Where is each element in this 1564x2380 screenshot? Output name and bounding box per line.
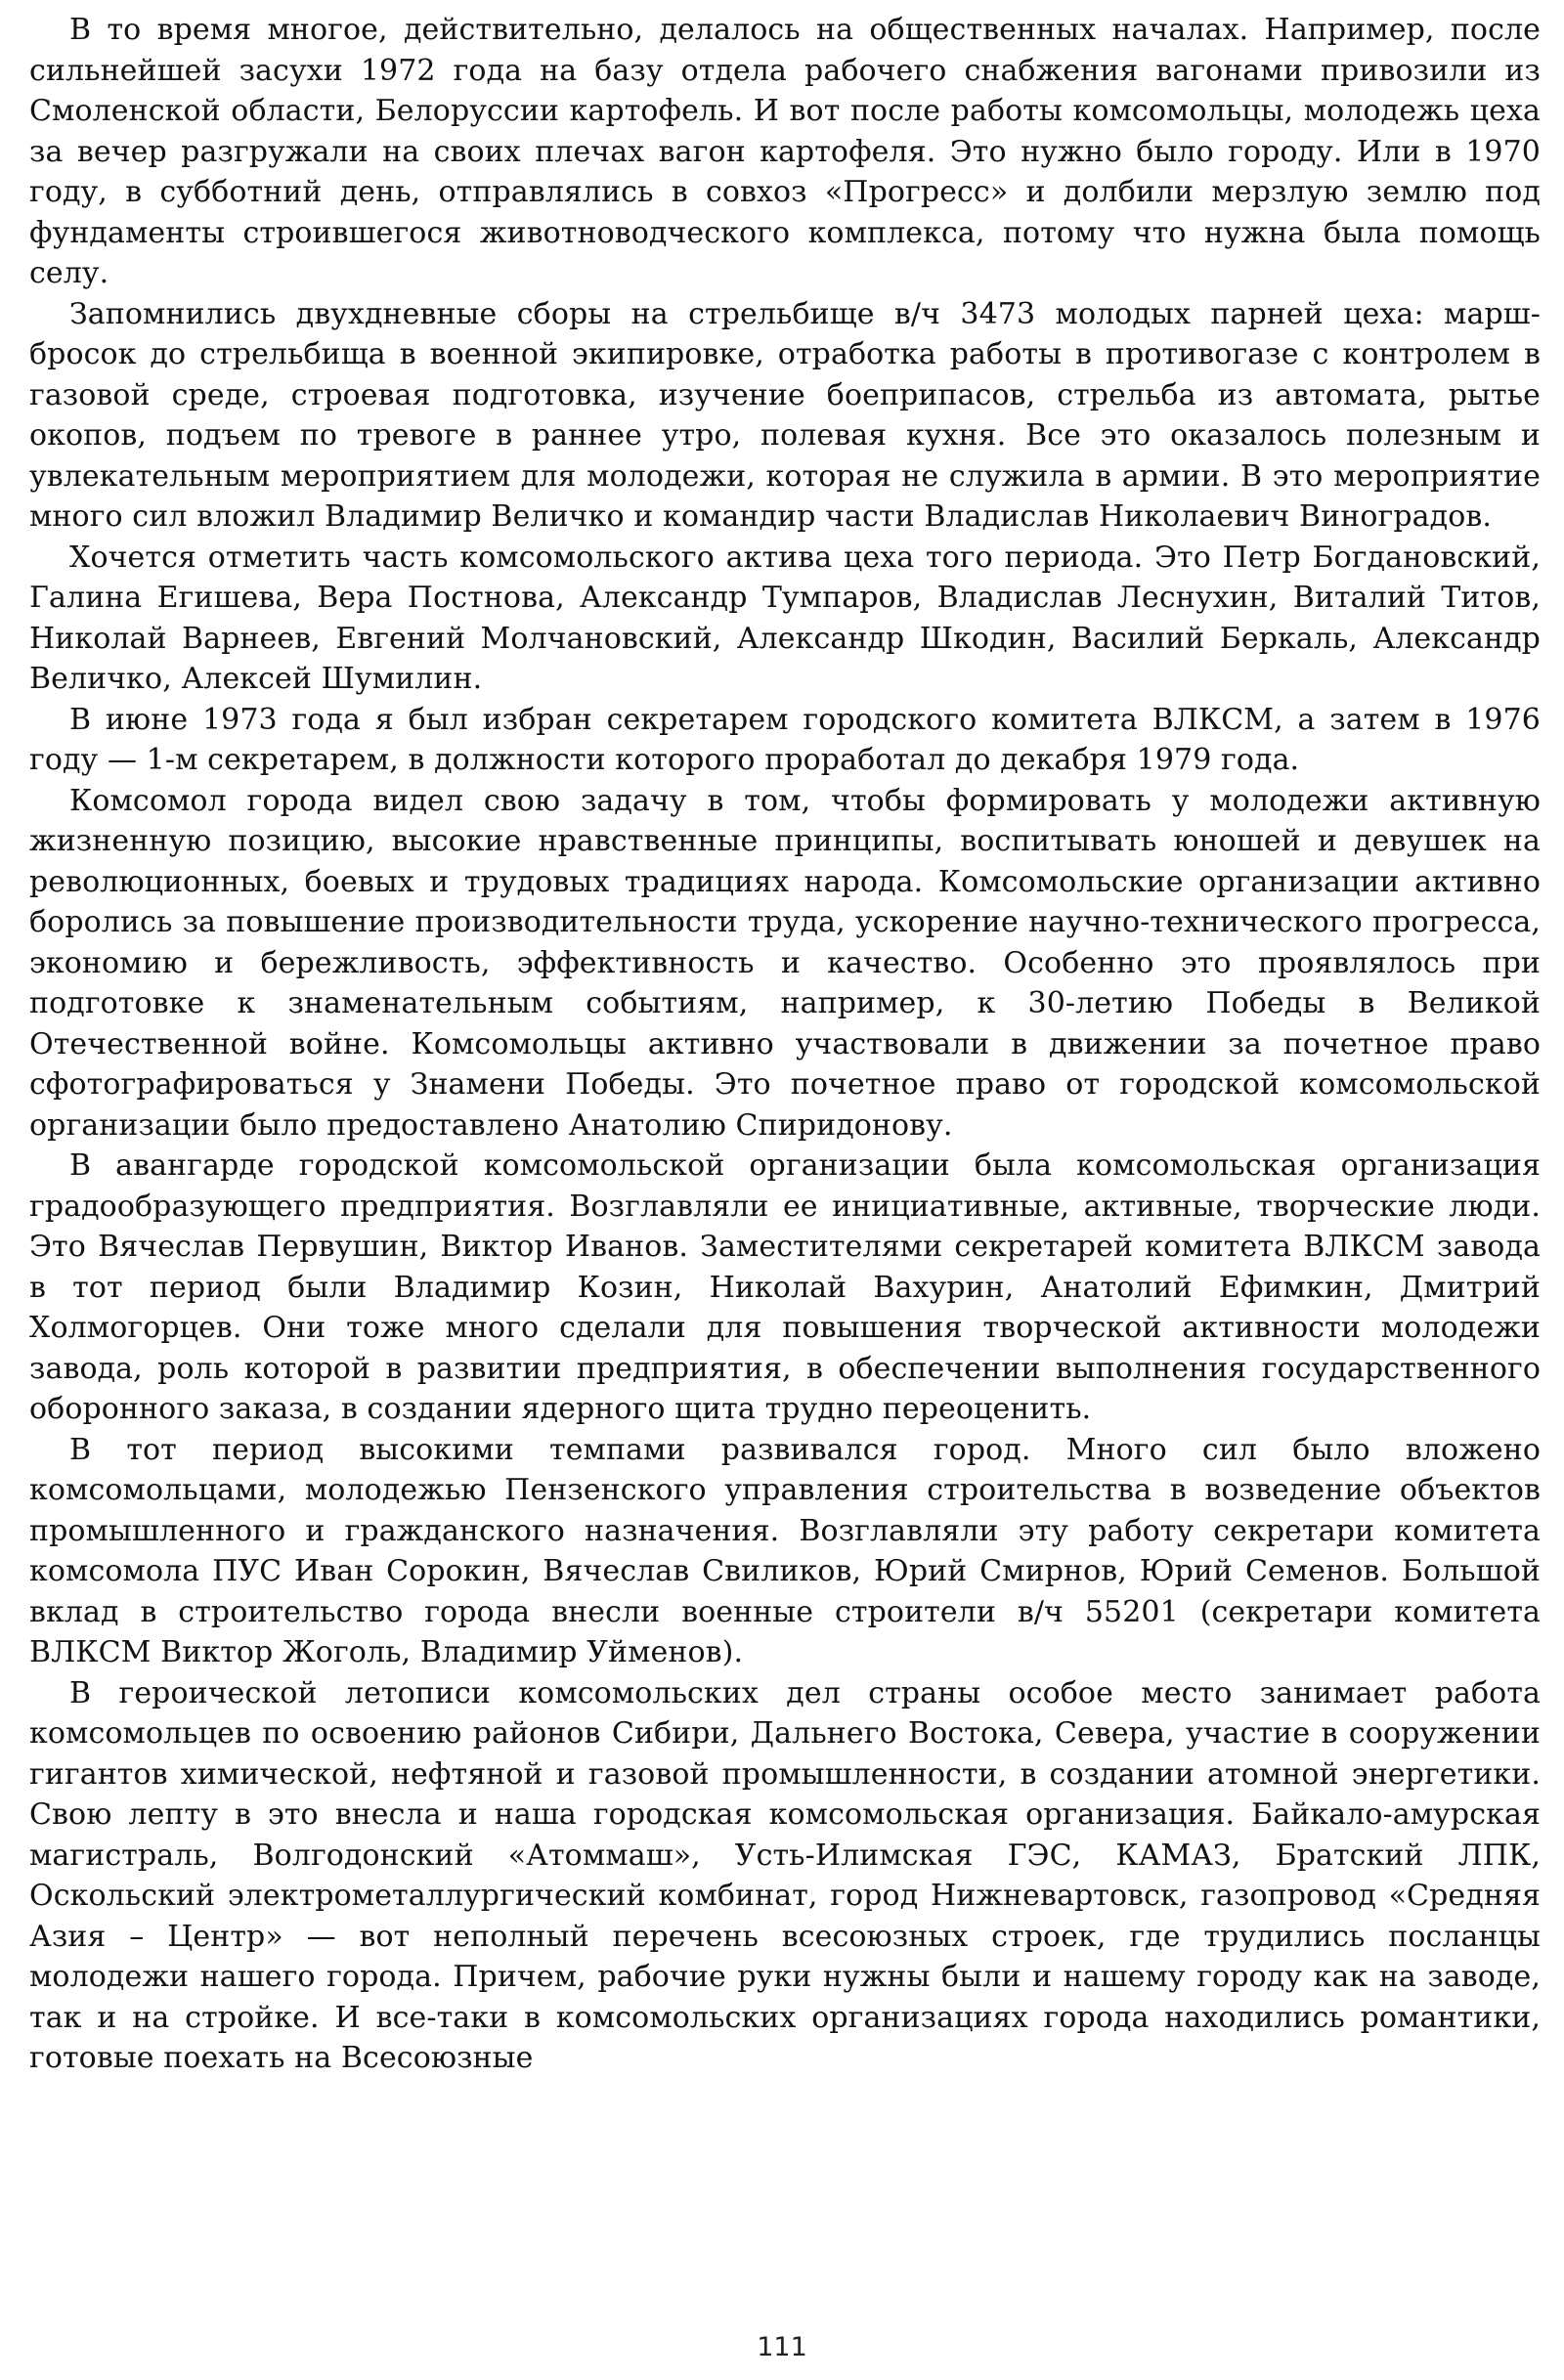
paragraph: Хочется отметить часть комсомольского актива цеха того периода. Это Петр Богдановский, Галина Егишева, Вера Постнова, Александр Тумпаров, Владислав Леснухин, Виталий Титов, Николай Варнеев, Евгений Молчановский, Александр Шкодин, Василий Беркаль, Александр Величко, Алексей Шумилин. — [29, 540, 1541, 696]
paragraph: В героической летописи комсомольских дел страны особое место занимает работа комсомольцев по освоению районов Сибири, Дальнего Востока, Севера, участие в сооружении гигантов химической, нефтяной и газовой промышленности, в создании атомной энергетики. Свою лепту в это внесла и наша городская комсомольская организация. Байкало-амурская магистраль, Волгодонский «Атоммаш», Усть-Илимская ГЭС, КАМАЗ, Братский ЛПК, Оскольский электрометаллургический комбинат, город Нижневартовск, газопровод «Средняя Азия – Центр» — вот неполный перечень всесоюзных строек, где трудились посланцы молодежи нашего города. Причем, рабочие руки нужны были и нашему городу как на заводе, так и на стройке. И все-таки в комсомольских организациях города находились романтики, готовые поехать на Всесоюзные — [29, 1675, 1541, 2075]
page-body — [29, 10, 1541, 2316]
paragraph: В авангарде городской комсомольской организации была комсомольская организация градообразующего предприятия. Возглавляли ее инициативные, активные, творческие люди. Это Вячеслав Первушин, Виктор Иванов. Заместителями секретарей комитета ВЛКСМ завода в тот период были Владимир Козин, Николай Вахурин, Анатолий Ефимкин, Дмитрий Холмогорцев. Они тоже много сделали для повышения творческой активности молодежи завода, роль которой в развитии предприятия, в обеспечении выполнения государственного оборонного заказа, в создании ядерного щита трудно переоценить. — [29, 1148, 1541, 1426]
paragraph: В то время многое, действительно, делалось на общественных началах. Например, после сильнейшей засухи 1972 года на базу отдела рабочего снабжения вагонами привозили из Смоленской области, Белоруссии картофель. И вот после работы комсомольцы, молодежь цеха за вечер разгружали на своих плечах вагон картофеля. Это нужно было городу. Или в 1970 году, в субботний день, отправлялись в совхоз «Прогресс» и долбили мерзлую землю под фундаменты строившегося животноводческого комплекса, потому что нужна была помощь селу. — [29, 13, 1541, 290]
paragraph: В июне 1973 года я был избран секретарем городского комитета ВЛКСМ, а затем в 1976 году — 1-м секретарем, в должности которого проработал до декабря 1979 года. — [29, 702, 1541, 777]
paragraph: Запомнились двухдневные сборы на стрельбище в/ч 3473 молодых парней цеха: марш-бросок до стрельбища в военной экипировке, отработка работы в противогазе с контролем в газовой среде, строевая подготовка, изучение боеприпасов, стрельба из автомата, рытье окопов, подъем по тревоге в раннее утро, полевая кухня. Все это оказалось полезным и увлекательным мероприятием для молодежи, которая не служила в армии. В это мероприятие много сил вложил Владимир Величко и командир части Владислав Николаевич Виноградов. — [29, 296, 1541, 534]
page-number: 111 — [757, 2332, 807, 2362]
paragraph: В тот период высокими темпами развивался город. Много сил было вложено комсомольцами, молодежью Пензенского управления строительства в возведение объектов промышленного и гражданского назначения. Возглавляли эту работу секретари комитета комсомола ПУС Иван Сорокин, Вячеслав Свиликов, Юрий Смирнов, Юрий Семенов. Большой вклад в строительство города внесли военные строители в/ч 55201 (секретари комитета ВЛКСМ Виктор Жоголь, Владимир Уйменов). — [29, 1432, 1541, 1669]
paragraph: Комсомол города видел свою задачу в том, чтобы формировать у молодежи активную жизненную позицию, высокие нравственные принципы, воспитывать юношей и девушек на революционных, боевых и трудовых традициях народа. Комсомольские организации активно боролись за повышение производительности труда, ускорение научно-технического прогресса, экономию и бережливость, эффективность и качество. Особенно это проявлялось при подготовке к знаменательным событиям, например, к 30-летию Победы в Великой Отечественной войне. Комсомольцы активно участвовали в движении за почетное право сфотографироваться у Знамени Победы. Это почетное право от городской комсомольской организации было предоставлено Анатолию Спиридонову. — [29, 783, 1541, 1143]
